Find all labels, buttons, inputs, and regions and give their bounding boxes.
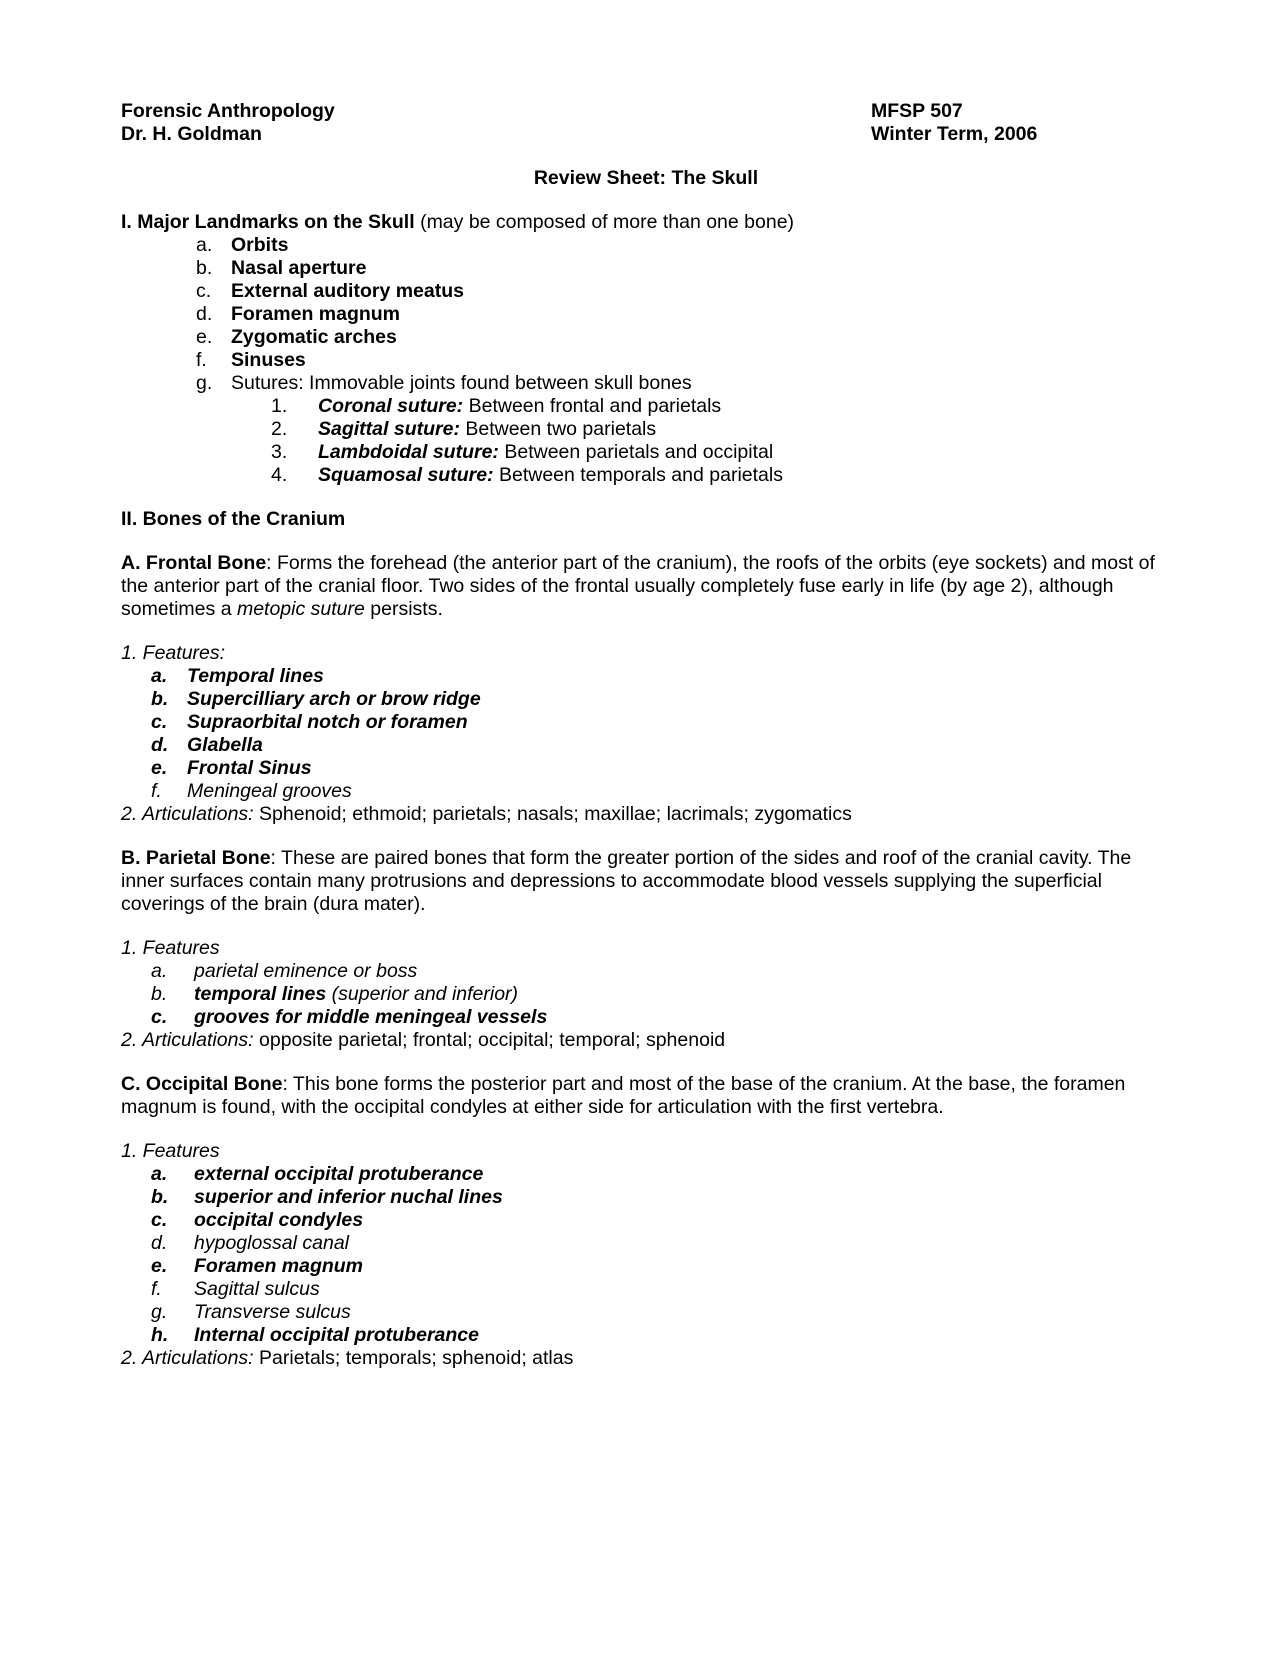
- landmark-label: f.: [196, 349, 207, 371]
- suture-desc: Between temporals and parietals: [493, 464, 783, 486]
- feature-text: temporal lines: [194, 983, 327, 1005]
- suture-item: [121, 418, 1171, 441]
- suture-item: [121, 441, 1171, 464]
- section-2-heading: II. Bones of the Cranium: [121, 508, 346, 530]
- feature-label: b.: [151, 1186, 169, 1208]
- suture-item: [121, 464, 1171, 487]
- feature-text: hypoglossal canal: [194, 1232, 350, 1254]
- feature-label: g.: [151, 1301, 168, 1323]
- feature-text: superior and inferior nuchal lines: [194, 1186, 503, 1208]
- landmark-label: e.: [196, 326, 213, 348]
- section-1-heading: [121, 211, 1171, 234]
- landmark-text: Zygomatic arches: [231, 326, 397, 348]
- parietal-feature: [121, 960, 1171, 983]
- suture-desc: Between parietals and occipital: [498, 441, 774, 463]
- suture-desc: Between frontal and parietals: [463, 395, 722, 417]
- landmark-item: [121, 303, 1171, 326]
- feature-label: b.: [151, 688, 169, 710]
- suture-name: Sagittal suture:: [318, 418, 460, 440]
- feature-label: a.: [151, 960, 168, 982]
- landmark-item: [121, 326, 1171, 349]
- landmark-text: Sutures: Immovable joints found between skull bones: [231, 372, 692, 394]
- frontal-features-label: 1. Features:: [121, 642, 226, 664]
- feature-text: Supraorbital notch or foramen: [187, 711, 468, 733]
- frontal-desc-2: persists.: [364, 598, 443, 620]
- document-page: [121, 100, 1171, 1370]
- feature-label: c.: [151, 1209, 168, 1231]
- suture-item: [121, 395, 1171, 418]
- occipital-title: C. Occipital Bone: [121, 1073, 283, 1095]
- suture-number: 1.: [271, 395, 288, 417]
- landmark-label: d.: [196, 303, 213, 325]
- section-1-note: (may be composed of more than one bone): [414, 211, 795, 233]
- feature-text: parietal eminence or boss: [194, 960, 418, 982]
- feature-text: Transverse sulcus: [194, 1301, 351, 1323]
- frontal-title: A. Frontal Bone: [121, 552, 267, 574]
- occipital-articulations: [121, 1347, 1171, 1370]
- landmark-label: c.: [196, 280, 212, 302]
- feature-label: c.: [151, 711, 168, 733]
- feature-label: d.: [151, 734, 169, 756]
- landmark-item: [121, 234, 1171, 257]
- frontal-feature: [121, 688, 1171, 711]
- feature-label: h.: [151, 1324, 169, 1346]
- parietal-features-label: 1. Features: [121, 937, 220, 959]
- suture-name: Squamosal suture:: [318, 464, 494, 486]
- instructor-name: Dr. H. Goldman: [121, 123, 262, 145]
- suture-name: Coronal suture:: [318, 395, 464, 417]
- feature-text: Temporal lines: [187, 665, 324, 687]
- feature-text: occipital condyles: [194, 1209, 364, 1231]
- landmark-item: [121, 280, 1171, 303]
- feature-text: Foramen magnum: [194, 1255, 364, 1277]
- parietal-articulations: [121, 1029, 1171, 1052]
- feature-text: Frontal Sinus: [187, 757, 312, 779]
- articulations-label: 2. Articulations:: [121, 1029, 254, 1051]
- suture-number: 2.: [271, 418, 288, 440]
- landmark-text: Sinuses: [231, 349, 306, 371]
- landmark-text: External auditory meatus: [231, 280, 464, 302]
- occipital-feature: [121, 1186, 1171, 1209]
- frontal-feature: [121, 757, 1171, 780]
- landmark-item-sutures: [121, 372, 1171, 395]
- header-row-2: [121, 123, 1171, 146]
- frontal-description: [121, 552, 1166, 621]
- occipital-desc: : This bone forms the posterior part and most of the base of the cranium. At the base, the foramen magnum is found, with the occipital condyles at either side for articulation with the first vertebra.: [121, 1073, 1126, 1118]
- suture-number: 3.: [271, 441, 288, 463]
- feature-label: f.: [151, 780, 162, 802]
- occipital-feature: [121, 1301, 1171, 1324]
- parietal-feature: [121, 1006, 1171, 1029]
- feature-label: a.: [151, 665, 168, 687]
- page-title: Review Sheet: The Skull: [533, 167, 759, 189]
- occipital-feature: [121, 1232, 1171, 1255]
- landmark-label: g.: [196, 372, 213, 394]
- occipital-feature: [121, 1278, 1171, 1301]
- feature-text: Sagittal sulcus: [194, 1278, 320, 1300]
- frontal-feature: [121, 665, 1171, 688]
- header-row-1: [121, 100, 1171, 123]
- articulations-text: Sphenoid; ethmoid; parietals; nasals; maxillae; lacrimals; zygomatics: [253, 803, 852, 825]
- occipital-features-label: 1. Features: [121, 1140, 220, 1162]
- frontal-feature: [121, 734, 1171, 757]
- occipital-feature: [121, 1163, 1171, 1186]
- articulations-label: 2. Articulations:: [121, 803, 254, 825]
- occipital-feature: [121, 1209, 1171, 1232]
- feature-text: Internal occipital protuberance: [194, 1324, 479, 1346]
- frontal-feature: [121, 780, 1171, 803]
- landmark-text: Nasal aperture: [231, 257, 367, 279]
- course-code: MFSP 507: [871, 100, 963, 122]
- feature-text: external occipital protuberance: [194, 1163, 484, 1185]
- parietal-feature: [121, 983, 1171, 1006]
- articulations-text: opposite parietal; frontal; occipital; temporal; sphenoid: [253, 1029, 726, 1051]
- feature-text: Meningeal grooves: [187, 780, 352, 802]
- parietal-description: [121, 847, 1166, 916]
- feature-label: e.: [151, 757, 168, 779]
- feature-extra: (superior and inferior): [326, 983, 519, 1005]
- occipital-feature: [121, 1324, 1171, 1347]
- landmark-text: Orbits: [231, 234, 289, 256]
- occipital-feature: [121, 1255, 1171, 1278]
- term: Winter Term, 2006: [871, 123, 1038, 145]
- feature-label: b.: [151, 983, 168, 1005]
- feature-label: e.: [151, 1255, 168, 1277]
- feature-text: Supercilliary arch or brow ridge: [187, 688, 481, 710]
- feature-label: a.: [151, 1163, 168, 1185]
- parietal-desc: : These are paired bones that form the greater portion of the sides and roof of the cranial cavity. The inner surfaces contain many protrusions and depressions to accommodate blood vessels supplying the superficial coverings of the brain (dura mater).: [121, 847, 1132, 915]
- landmark-item: [121, 349, 1171, 372]
- feature-label: f.: [151, 1278, 162, 1300]
- suture-name: Lambdoidal suture:: [318, 441, 499, 463]
- feature-text: Glabella: [187, 734, 263, 756]
- occipital-description: [121, 1073, 1166, 1119]
- frontal-articulations: [121, 803, 1171, 826]
- landmark-label: a.: [196, 234, 213, 256]
- frontal-desc-1: : Forms the forehead (the anterior part of the cranium), the roofs of the orbits (eye sockets) and most of the anterior part of the cranial floor. Two sides of the frontal usually completely fuse early in life (by age 2), although sometimes a: [121, 552, 1155, 620]
- landmark-item: [121, 257, 1171, 280]
- feature-label: d.: [151, 1232, 168, 1254]
- frontal-desc-italic: metopic suture: [236, 598, 365, 620]
- articulations-text: Parietals; temporals; sphenoid; atlas: [253, 1347, 574, 1369]
- section-1-title: I. Major Landmarks on the Skull: [121, 211, 415, 233]
- articulations-label: 2. Articulations:: [121, 1347, 254, 1369]
- course-name: Forensic Anthropology: [121, 100, 335, 122]
- landmark-text: Foramen magnum: [231, 303, 401, 325]
- suture-number: 4.: [271, 464, 288, 486]
- landmark-label: b.: [196, 257, 213, 279]
- feature-label: c.: [151, 1006, 168, 1028]
- feature-text: grooves for middle meningeal vessels: [194, 1006, 548, 1028]
- frontal-feature: [121, 711, 1171, 734]
- suture-desc: Between two parietals: [459, 418, 657, 440]
- parietal-title: B. Parietal Bone: [121, 847, 271, 869]
